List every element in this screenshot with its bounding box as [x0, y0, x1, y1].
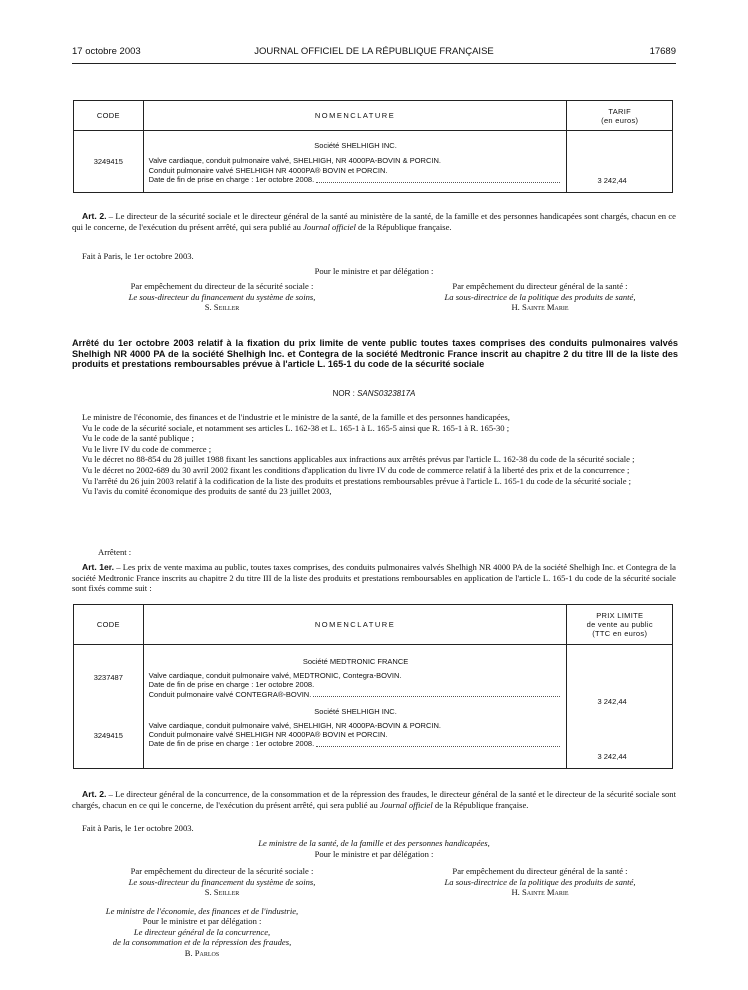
table-row-tarif: 3 242,44 [567, 131, 673, 193]
company-name: Société SHELHIGH INC. [314, 141, 397, 150]
code-medtronic: 3237487 [93, 673, 123, 682]
header-date: 17 octobre 2003 [72, 46, 141, 57]
col-nomenclature-header: NOMENCLATURE [143, 101, 567, 131]
code-shelhigh: 3249415 [93, 731, 123, 740]
col-prix-header: PRIX LIMITE de vente au public (TTC en euros) [567, 605, 673, 645]
prix-table-2 [73, 604, 673, 769]
fait-a-paris-2: Fait à Paris, le 1er octobre 2003. [82, 823, 194, 833]
article-2-first: Art. 2. – Le directeur de la sécurité sociale et le directeur général de la santé au ministère de la santé, de la famille et des personnes handicapées sont chargés, chacun en ce qui le concerne, de l'exécution du présent arrêté, qui sera publié au Journal officiel de la République française. [72, 211, 676, 232]
signature-block-left-1: Par empêchement du directeur de la sécurité sociale : Le sous-directeur du financement du système de soins, S. Seiller [128, 281, 316, 313]
nor-reference: NOR : SANS0323817A [332, 389, 416, 398]
col-code-header: CODE [74, 101, 144, 131]
company-medtronic: Société MEDTRONIC FRANCE [302, 657, 409, 666]
table-nomenclature-cell: Société MEDTRONIC FRANCE Valve cardiaque, conduit pulmonaire valvé, MEDTRONIC, Contegra-BOVIN. Date de fin de prise en charge : 1er octobre 2008. Conduit pulmonaire valvé CONTEGRA®-BOVIN. Société SHELHIGH INC. Valve cardiaque, conduit pulmonaire valvé, SHELHIGH, NR 4000PA-BOVIN & PORCIN. Conduit pulmonaire valvé SHELHIGH NR 4000PA® BOVIN et PORCIN. Date de fin de prise en charge : 1er octobre 2008. [143, 645, 567, 769]
price-medtronic: 3 242,44 [597, 697, 627, 706]
journal-title: JOURNAL OFFICIEL DE LA RÉPUBLIQUE FRANÇAISE [254, 46, 494, 57]
fait-a-paris-1: Fait à Paris, le 1er octobre 2003. [82, 251, 194, 261]
tarif-table-1 [73, 100, 673, 193]
signature-block-economie: Le ministre de l'économie, des finances et de l'industrie, Pour le ministre et par délégation : Le directeur général de la concurrence, de la consommation et de la répression des fraudes, B. Parlos [105, 906, 299, 958]
visas: Le ministre de l'économie, des finances et de l'industrie et le ministre de la santé, de la famille et des personnes handicapées, Vu le code de la sécurité sociale, et notamment ses articles L. 162-38 et L. 165-1 à L. 165-5 ainsi que R. 165-1 à R. 165-30 ; Vu le code de la santé publique ; Vu le livre IV du code de commerce ; Vu le décret no 88-854 du 28 juillet 1988 fixant les sanctions applicables aux infractions aux arrêtés prévus par l'article L. 162-38 du code de la sécurité sociale ; Vu le décret no 2002-689 du 30 avril 2002 fixant les conditions d'application du livre IV du code de commerce relatif à la liberté des prix et de la concurrence ; Vu l'arrêté du 26 juin 2003 relatif à la codification de la liste des produits et prestations remboursables prévue à l'article L. 165-1 du code de la sécurité sociale ; Vu l'avis du comité économique des produits de santé du 23 juillet 2003, [82, 412, 635, 497]
signature-block-left-2: Par empêchement du directeur de la sécurité sociale : Le sous-directeur du financement du système de soins, S. Seiller [128, 866, 316, 898]
article-2-second: Art. 2. – Le directeur général de la concurrence, de la consommation et de la répression des fraudes, le directeur général de la santé et le directeur de la sécurité sociale sont chargés, chacun en ce qui le concerne, de l'exécution du présent arrêté, qui sera publié au Journal officiel de la République française. [72, 789, 676, 810]
col-tarif-header: TARIF (en euros) [567, 101, 673, 131]
arretent: Arrêtent : [98, 547, 132, 557]
table-codes-cell [74, 645, 144, 769]
price-shelhigh: 3 242,44 [597, 752, 627, 761]
header-rule [72, 63, 676, 64]
page-number: 17689 [649, 46, 676, 57]
arrete-title: Arrêté du 1er octobre 2003 relatif à la fixation du prix limite de vente public toutes taxes comprises des conduits pulmonaires valvés Shelhigh NR 4000 PA de la société Shelhigh Inc. et Contegra de la société Medtronic France inscrit au chapitre 2 du titre III de la liste des produits et prestations remboursables prévue à l'article L. 165-1 du code de la sécurité sociale [72, 338, 678, 370]
article-1: Art. 1er. – Les prix de vente maxima au public, toutes taxes comprises, des conduits pulmonaires valvés Shelhigh NR 4000 PA de la société Shelhigh Inc. et Contegra de la société Medtronic France inscrits au chapitre 2 du titre III de la liste des produits et prestations remboursables en application de l'article L. 165-1 du code de la sécurité sociale sont fixés comme suit : [72, 562, 676, 594]
pour-le-ministre-1: Pour le ministre et par délégation : [314, 266, 434, 276]
signature-block-right-2: Par empêchement du directeur général de la santé : La sous-directrice de la politique des produits de santé, H. Sainte Marie [444, 866, 636, 898]
col-code-header: CODE [74, 605, 144, 645]
table-prices-cell [567, 645, 673, 769]
table-row-code: 3249415 [74, 131, 144, 193]
company-shelhigh: Société SHELHIGH INC. [314, 706, 397, 716]
ministre-sante: Le ministre de la santé, de la famille et des personnes handicapées, [258, 838, 490, 848]
signature-block-right-1: Par empêchement du directeur général de la santé : La sous-directrice de la politique des produits de santé, H. Sainte Marie [444, 281, 636, 313]
col-nomenclature-header: NOMENCLATURE [143, 605, 567, 645]
pour-le-ministre-2: Pour le ministre et par délégation : [314, 849, 434, 859]
table-row-nomenclature: Société SHELHIGH INC. Valve cardiaque, conduit pulmonaire valvé, SHELHIGH, NR 4000PA-BOVIN & PORCIN. Conduit pulmonaire valvé SHELHIGH NR 4000PA® BOVIN et PORCIN. Date de fin de prise en charge : 1er octobre 2008. [143, 131, 567, 193]
